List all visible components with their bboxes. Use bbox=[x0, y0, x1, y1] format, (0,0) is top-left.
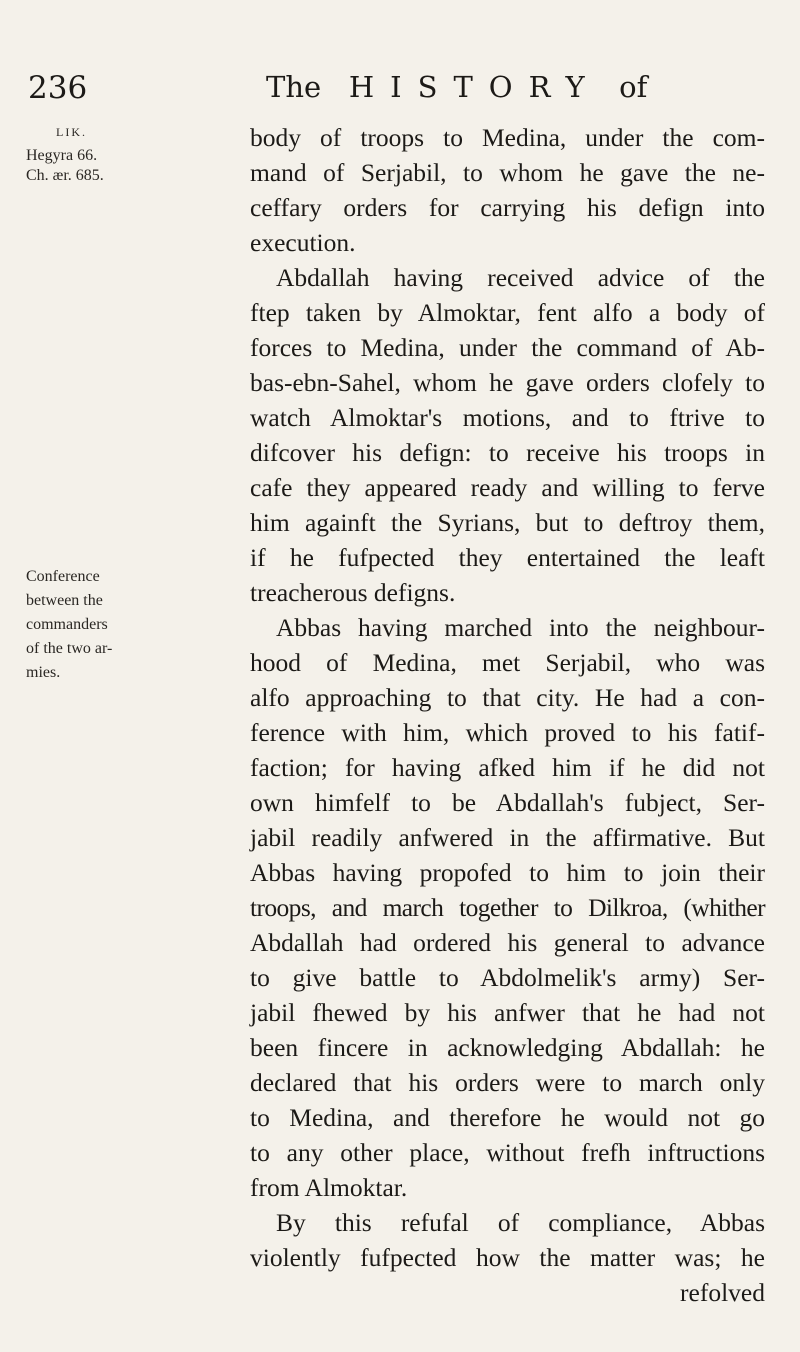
text-line: him againft the Syrians, but to deftroy them, bbox=[250, 508, 765, 537]
margin-note-line: between the bbox=[26, 592, 103, 609]
text-line: to any other place, without frefh inftructions bbox=[250, 1138, 765, 1167]
text-line: treacherous defigns. bbox=[250, 578, 456, 607]
text-line: execution. bbox=[250, 228, 356, 257]
running-title bbox=[266, 70, 647, 104]
body-text bbox=[250, 120, 765, 1310]
text-line: been fincere in acknowledging Abdallah: he bbox=[250, 1033, 765, 1062]
text-line: bas-ebn-Sahel, whom he gave orders clofely to bbox=[250, 368, 765, 397]
text-line: mand of Serjabil, to whom he gave the ne- bbox=[250, 158, 765, 187]
text-line: watch Almoktar's motions, and to ftrive to bbox=[250, 403, 765, 432]
text-line: By this refufal of compliance, Abbas bbox=[276, 1208, 765, 1237]
text-line: ference with him, which proved to his fatif- bbox=[250, 718, 765, 747]
margin-date-note bbox=[26, 122, 132, 186]
margin-note-conference bbox=[26, 565, 132, 685]
margin-note-line: of the two ar- bbox=[26, 640, 113, 657]
text-line: ftep taken by Almoktar, fent alfo a body of bbox=[250, 298, 765, 327]
text-line: Abbas having propofed to him to join their bbox=[250, 858, 765, 887]
text-line: own himfelf to be Abdallah's fubject, Ser- bbox=[250, 788, 765, 817]
text-line: to Medina, and therefore he would not go bbox=[250, 1103, 765, 1132]
text-line: faction; for having afked him if he did not bbox=[250, 753, 765, 782]
margin-note-line: mies. bbox=[26, 664, 61, 681]
text-line: alfo approaching to that city. He had a con- bbox=[250, 683, 765, 712]
running-title-prefix: The bbox=[266, 70, 322, 104]
text-line: body of troops to Medina, under the com- bbox=[250, 123, 765, 152]
text-line: ceffary orders for carrying his defign into bbox=[250, 193, 765, 222]
text-line: hood of Medina, met Serjabil, who was bbox=[250, 648, 765, 677]
margin-christian-era: Ch. ær. 685. bbox=[26, 167, 104, 184]
text-line: jabil fhewed by his anfwer that he had not bbox=[250, 998, 765, 1027]
text-line: forces to Medina, under the command of Ab- bbox=[250, 333, 765, 362]
text-line: cafe they appeared ready and willing to ferve bbox=[250, 473, 765, 502]
text-line: troops, and march together to Dilkroa, (whither bbox=[250, 893, 765, 922]
margin-hegyra: Hegyra 66. bbox=[26, 147, 98, 164]
margin-book-label: LIK. bbox=[56, 125, 87, 139]
catchword: refolved bbox=[680, 1278, 765, 1307]
running-title-main: HISTORY bbox=[348, 70, 601, 104]
text-line: to give battle to Abdolmelik's army) Ser- bbox=[250, 963, 765, 992]
margin-note-line: commanders bbox=[26, 616, 108, 633]
margin-note-line: Conference bbox=[26, 568, 100, 585]
text-line: Abdallah having received advice of the bbox=[276, 263, 765, 292]
text-line: violently fufpected how the matter was; he bbox=[250, 1243, 765, 1272]
running-title-suffix: of bbox=[619, 70, 648, 104]
text-line: Abbas having marched into the neighbour- bbox=[276, 613, 765, 642]
text-line: Abdallah had ordered his general to advance bbox=[250, 928, 765, 957]
text-line: declared that his orders were to march only bbox=[250, 1068, 765, 1097]
text-line: if he fufpected they entertained the leaft bbox=[250, 543, 765, 572]
text-line: jabil readily anfwered in the affirmative. But bbox=[250, 823, 765, 852]
running-head bbox=[24, 62, 764, 112]
page-number: 236 bbox=[28, 70, 88, 106]
text-line: difcover his defign: to receive his troops in bbox=[250, 438, 765, 467]
text-line: from Almoktar. bbox=[250, 1173, 408, 1202]
